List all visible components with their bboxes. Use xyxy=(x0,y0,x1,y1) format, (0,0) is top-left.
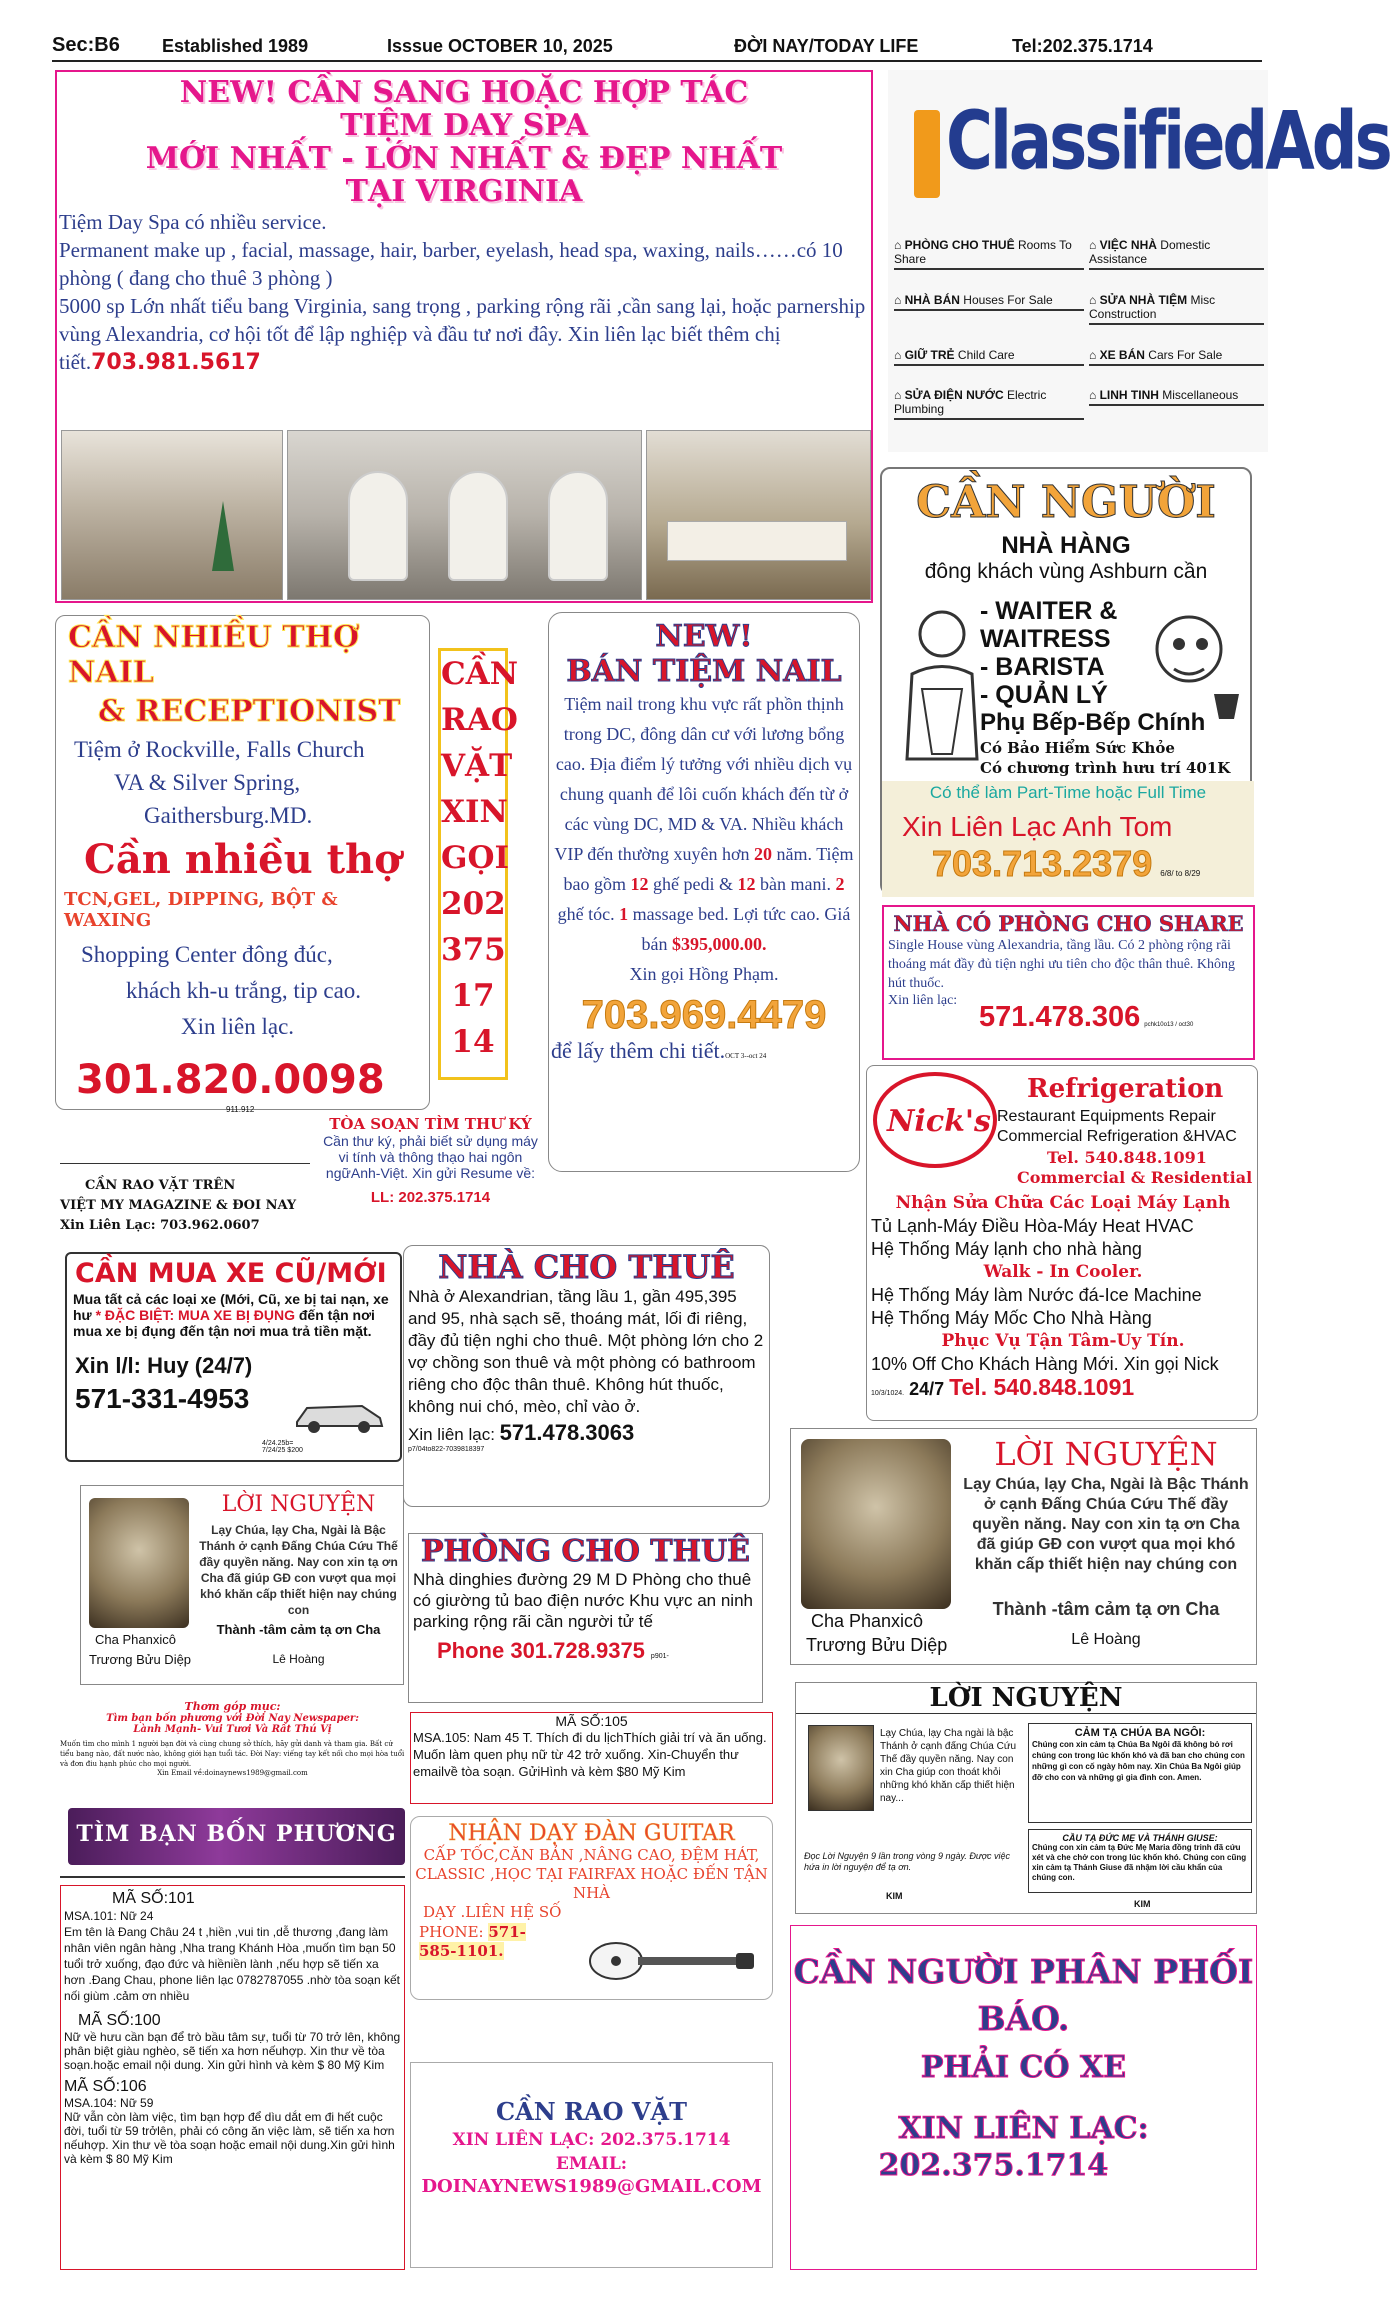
can-nguoi-phone: 703.713.2379 xyxy=(932,843,1153,884)
room-share-ad: NHÀ CÓ PHÒNG CHO SHARE Single House vùng Alexandria, tầng lầu. Có 2 phòng rộng rãi thoáng mát đầy đủ tiện nghi ưu tiên cho độc thân thuê. Không hút thuốc. Xin liên lạc: 571.478.306 pchk10o13 / oct30 xyxy=(882,905,1255,1060)
can-nguoi-footer: Có thể làm Part-Time hoặc Full Time Xin Liên Lạc Anh Tom 703.713.2379 6/8/ to 8/29 xyxy=(882,781,1254,897)
category-domestic[interactable]: ⌂ VIỆC NHÀ Domestic Assistance xyxy=(1089,238,1264,270)
penpal-101: MÃ SỐ:101 MSA.101: Nữ 24 Em tên là Đang Châu 24 t ,hiền ,vui tin ,dễ thương ,đang làm nhân viên ngân hàng ,Nha trang Khánh Hòa ,muốn tìm bạn 50 tuổi trở xuống, đạo đức và hiềniền lành ,nếu hợp sẽ tiến xa hơn .Đang Chau, phone liên lạc 0782787055 .nhờ tòa soạn kết nối giùm .cảm ơn nhiều xyxy=(64,1890,400,2003)
header-tel: Tel:202.375.1714 xyxy=(1012,36,1153,56)
buy-car-ad: CẦN MUA XE CŨ/MỚI Mua tất cả các loại xe (Mới, Cũ, xe bị tai nạn, xe hư * ĐẶC BIỆT: MUA XE BỊ ĐỤNG đến tận nơi mua xe bị đụng đến tận nơi mua trả tiền mặt. Xin l/l: Huy (24/7) 571-331-4953 4/24.25b= 7/24/25 $200 xyxy=(65,1252,402,1462)
category-rooms[interactable]: ⌂ PHÒNG CHO THUÊ Rooms To Share xyxy=(894,238,1084,270)
sell-salon-ad: NEW! BÁN TIỆM NAIL Tiệm nail trong khu vực rất phồn thịnh trong DC, đông dân cư với lương bổng cao. Địa điểm lý tưởng với nhiều dịch vụ chung quanh để lôi cuốn khách đến từ ở các vùng DC, MD & VA. Nhiều khách VIP đến thường xuyên hơn 20 năm. Tiệm bao gồm 12 ghế pedi & 12 bàn mani. 2 ghế tóc. 1 massage bed. Lợi tức cao. Giá bán $395,000.00. Xin gọi Hồng Phạm. 703.969.4479 để lấy thêm chi tiết.OCT 3--oct 24 xyxy=(548,612,860,1172)
guitar-phone: 571-585-1101. xyxy=(419,1923,526,1960)
room-rent-2-phone: Phone 301.728.9375 xyxy=(437,1638,645,1663)
spa-phone: 703.981.5617 xyxy=(91,350,261,375)
refrigeration-ad: Nick's Refrigeration Restaurant Equipments Repair Commercial Refrigeration &HVAC Tel. 540.848.1091 Commercial & Residential Nhận Sửa Chữa Các Loại Máy Lạnh Tủ Lạnh-Máy Điều Hòa-Máy Heat HVAC Hệ Thống Máy lạnh cho nhà hàng Walk - In Cooler. Hệ Thống Máy làm Nước đá-Ice Machine Hệ Thống Máy Mốc Cho Nhà Hàng Phục Vụ Tận Tâm-Uy Tín. 10% Off Cho Khách Hàng Mới. Xin gọi Nick 10/3/1024. 24/7 Tel. 540.848.1091 xyxy=(866,1065,1258,1421)
classified-logo-text: ClassifiedAds xyxy=(946,96,1390,189)
classified-logo xyxy=(920,88,1390,208)
penpal-notice: Thơm góp mục: Tìm bạn bốn phương với Đời Nay Newspaper: Lành Mạnh- Vui Tươi Và Rất Thú Vị Muốn tìm cho mình 1 người bạn đời và cùng chung sở thích, hãy gửi danh và tham gia. Bất cứ tiểu bang nào, đất nước nào, không giới hạn tuổi tác. Đời Nay: viếng tay kết nối cho mọi hòa tuổi và đơn điu hạnh phúc cho mọi người. Xin Email về:doinaynews1989@gmail.com xyxy=(60,1700,405,1777)
rao-vat-magazine: CẦN RAO VẶT TRÊN VIỆT MY MAGAZINE & ĐOI NAY Xin Liên Lạc: 703.962.0607 xyxy=(60,1163,310,1236)
priest-photo-third xyxy=(808,1725,874,1811)
house-icon: ⌂ xyxy=(894,238,905,252)
room-rent-ad-2: PHÒNG CHO THUÊ Nhà dinghies đường 29 M D Phòng cho thuê có giường tủ bao điện nước Khu vực an ninh parking rộng rãi cần người tử tế Phone 301.728.9375 p901- xyxy=(408,1533,763,1703)
house-icon: ⌂ xyxy=(1089,348,1100,362)
house-icon: ⌂ xyxy=(894,388,905,402)
restaurant-hiring-ad: CẦN NGƯỜI NHÀ HÀNG đông khách vùng Ashburn cần - WAITER & WAITRESS - BARISTA - QUẢN LÝ Phụ Bếp-Bếp Chính Có Bảo Hiểm Sức Khỏe Có chương trình hưu trí 401K Có thể làm Part-Time hoặc Full Time Xin Liên Lạc Anh Tom 703.713.2379 6/8/ to 8/29 xyxy=(880,467,1252,895)
spa-photo-2 xyxy=(287,430,642,600)
priest-photo-small xyxy=(89,1498,189,1628)
penpal-100: MÃ SỐ:100 Nữ về hưu cần bạn để trò bầu tâm sự, tuổi từ 70 trở lên, không phân biệt giàu nghèo, sẽ tiến xa hơn nếuhợp. Xin thư về tòa soạn.hoặc email nội dung. Xin gửi hình và kèm $ 80 Mỹ Kim xyxy=(64,2012,401,2072)
refrigeration-phone: Tel. 540.848.1091 xyxy=(949,1374,1135,1400)
spa-photo-1 xyxy=(61,430,283,600)
nicks-logo xyxy=(873,1072,997,1168)
penpal-list xyxy=(60,1885,405,2270)
classified-ads-panel xyxy=(888,70,1390,452)
prayer-third-box-2: CẦU TẠ ĐỨC MẸ VÀ THÁNH GIUSE: Chúng con xin cảm tạ Đức Mẹ Maria đồng trinh đã cứu xét và che chở con trong lúc khốn khó. Chúng con cũng xin cảm tạ Thánh Giuse đã nhậm lời cầu khẩn của chúng con. xyxy=(1028,1829,1252,1893)
category-houses[interactable]: ⌂ NHÀ BÁN Houses For Sale xyxy=(894,293,1084,311)
nicks-logo-text: Nick's xyxy=(887,1104,991,1139)
category-electric[interactable]: ⌂ SỬA ĐIỆN NƯỚC Electric Plumbing xyxy=(894,388,1084,420)
page-header xyxy=(52,32,1262,62)
prayer-third-ad: LỜI NGUYỆN Lạy Chúa, lạy Cha ngài là bậc Thánh ở cạnh đấng Chúa Cứu Thế đầy quyền năng. Nay con xin Cha giúp con thoát khỏi những khó khăn cấp thiết hiện nay... Đọc Lời Nguyện 9 lần trong vòng 9 ngày. Được việc hứa in lời nguyện để tạ ơn. KIM CẢM TẠ CHÚA BA NGÔI: Chúng con xin cảm tạ Chúa Ba Ngôi đã không bỏ rơi chúng con trong lúc khốn khó và đã ban cho chúng con những gì con cố ngày hôm nay. Xin Chúa Ba Ngôi giúp đỡ cho con và những gì gia đình con. Amen. CẦU TẠ ĐỨC MẸ VÀ THÁNH GIUSE: Chúng con xin cảm tạ Đức Mẹ Maria đồng trinh đã cứu xét và che chở con trong lúc khốn khó. Chúng con cũng xin cảm tạ Thánh Giuse đã nhậm lời cầu khẩn của chúng con. KIM xyxy=(795,1682,1257,1914)
house-icon: ⌂ xyxy=(1089,388,1100,402)
paper-name: ĐỜI NAY/TODAY LIFE xyxy=(734,36,919,56)
house-rent-ad: NHÀ CHO THUÊ Nhà ở Alexandrian, tầng lầu 1, gần 495,395 and 95, nhà sạch sẽ, thoáng mát, lối đi riêng, đầy đủ tiện nghi cho thuê. Một phòng lớn cho 2 vợ chồng son thuê và một phòng có bathroom riêng cho độc thân thuê. Không hút thuốc, không nui chó, mèo, chỉ vào ở. Xin liên lạc: 571.478.3063 p7/04to822-7039818397 xyxy=(403,1245,770,1507)
guitar-ad: NHẬN DẠY ĐÀN GUITAR CẤP TỐC,CĂN BẢN ,NÂNG CAO, ĐỆM HÁT, CLASSIC ,HỌC TẠI FAIRFAX HOẶC ĐẾN TẬN NHÀ DẠY .LIÊN HỆ SỐ PHONE: 571-585-1101. xyxy=(410,1816,773,2000)
category-misc[interactable]: ⌂ LINH TINH Miscellaneous xyxy=(1089,388,1264,406)
divider-line xyxy=(60,1876,405,1878)
house-icon: ⌂ xyxy=(1089,238,1100,252)
distributor-ad: CẦN NGƯỜI PHÂN PHỐI BÁO. PHẢI CÓ XE XIN LIÊN LẠC: 202.375.1714 xyxy=(790,1925,1257,2270)
category-cars[interactable]: ⌂ XE BÁN Cars For Sale xyxy=(1089,348,1264,366)
car-icon xyxy=(292,1394,387,1434)
spa-photo-3 xyxy=(646,430,871,600)
house-icon: ⌂ xyxy=(894,348,905,362)
positions-list: - WAITER & WAITRESS - BARISTA - QUẢN LÝ xyxy=(980,597,1118,709)
sell-salon-body: Tiệm nail trong khu vực rất phồn thịnh trong DC, đông dân cư với lương bổng cao. Địa điểm lý tưởng với nhiều dịch vụ chung quanh để lôi cuốn khách đến từ ở các vùng DC, MD & VA. Nhiều khách VIP đến thường xuyên hơn 20 năm. Tiệm bao gồm 12 ghế pedi & 12 bàn mani. 2 ghế tóc. 1 massage bed. Lợi tức cao. Giá bán $395,000.00. Xin gọi Hồng Phạm. xyxy=(554,694,854,984)
section-label: Sec:B6 xyxy=(52,34,120,56)
buy-car-phone: 571-331-4953 xyxy=(75,1383,250,1414)
megaphone-icon xyxy=(914,110,940,198)
penpal-105: MÃ SỐ:105 MSA.105: Nam 45 T. Thích đi du lịchThích giải trí và ăn uống. Muốn làm quen phụ nữ từ 42 trở xuống. Xin-Chuyển thư emailvề tòa soạn. GửiHình và kèm $80 Mỹ Kim xyxy=(410,1712,773,1804)
nail-workers-phone: 301.820.0098 xyxy=(76,1057,385,1103)
sell-salon-phone: 703.969.4479 xyxy=(581,993,827,1037)
house-rent-phone: 571.478.3063 xyxy=(499,1420,635,1445)
spa-ad xyxy=(55,70,873,603)
can-nguoi-title: CẦN NGƯỜI xyxy=(916,477,1216,528)
spa-title: NEW! CẦN SANG HOẶC HỢP TÁC TIỆM DAY SPA MỚI NHẤT - LỚN NHẤT & ĐẸP NHẤT TẠI VIRGINIA xyxy=(145,75,783,209)
can-rao-vat-column: CẦN RAO VẶT XIN GỌI 202 375 17 14 xyxy=(438,648,508,1080)
secretary-hiring-ad: TÒA SOẠN TÌM THƯ KÝ Cần thư ký, phải biết sử dụng máy vi tính và thông thạo hai ngôn ngữAnh-Việt. Xin gửi Resume về: LL: 202.375.1714 xyxy=(318,1115,543,1225)
waiter-illustration-icon xyxy=(892,604,992,764)
category-childcare[interactable]: ⌂ GIỮ TRẺ Child Care xyxy=(894,348,1084,366)
prayer-big-ad: Cha Phanxicô Trương Bửu Diệp LỜI NGUYỆN Lạy Chúa, lạy Cha, Ngài là Bậc Thánh ở cạnh Đấng Chúa Cứu Thế đầy quyền năng. Nay con xin tạ ơn Cha đã giúp GĐ con vượt qua mọi khó khăn cấp thiết hiện nay chúng con Thành -tâm cảm tạ ơn Cha Lê Hoàng xyxy=(790,1428,1257,1665)
penpal-106: MÃ SỐ:106 MSA.104: Nữ 59 Nữ vẫn còn làm việc, tìm bạn hợp để dìu dắt em đi hết cuộc đời, tuổi từ 59 trởlên, phải có công ăn việc làm, sẽ tiến xa hơn nếuhợp. Xin thư về tòa soạn hoặc email nội dung.Xin gửi hình và kèm $ 80 Mỹ Kim xyxy=(64,2078,395,2166)
house-icon: ⌂ xyxy=(894,293,905,307)
guitar-icon xyxy=(586,1935,756,1985)
prayer-third-box-1: CẢM TẠ CHÚA BA NGÔI: Chúng con xin cảm tạ Chúa Ba Ngôi đã không bỏ rơi chúng con trong lúc khốn khó và đã ban cho chúng con những gì con cố ngày hôm nay. Xin Chúa Ba Ngôi giúp đỡ cho con và những gì gia đình con. Amen. xyxy=(1028,1723,1252,1823)
issue-label: Isssue OCTOBER 10, 2025 xyxy=(387,36,613,56)
rao-vat-contact-ad: CẦN RAO VẶT XIN LIÊN LẠC: 202.375.1714 EMAIL: DOINAYNEWS1989@GMAIL.COM xyxy=(410,2062,773,2268)
penpal-banner: TÌM BẠN BỐN PHƯƠNG xyxy=(68,1808,405,1865)
prayer-small-ad: Cha Phanxicô Trương Bửu Diệp LỜI NGUYỆN Lạy Chúa, lạy Cha, Ngài là Bậc Thánh ở cạnh Đấng Chúa Cứu Thế đầy quyền năng. Nay con xin tạ ơn Cha đã giúp GĐ con vượt qua mọi khó khăn cấp thiết hiện nay chúng con Thành -tâm cảm tạ ơn Cha Lê Hoàng xyxy=(80,1485,404,1685)
room-share-phone: 571.478.306 xyxy=(979,1001,1141,1033)
nail-workers-ad: CẦN NHIỀU THỢ NAIL & RECEPTIONIST Tiệm ở Rockville, Falls Church VA & Silver Spring, Gaithersburg.MD. Cần nhiều thợ TCN,GEL, DIPPING, BỘT & WAXING Shopping Center đông đúc, khách kh-u trắng, tip cao. Xin liên lạc. 301.820.0098 911.912 xyxy=(55,615,430,1110)
priest-photo xyxy=(801,1439,951,1609)
spa-body: Tiệm Day Spa có nhiều service. Permanent make up , facial, massage, hair, barber, eyelash, head spa, waxing, nails……có 10 phòng ( đang cho thuê 3 phòng ) 5000 sp Lớn nhất tiểu bang Virginia, sang trọng , parking rộng rãi ,cần sang lại, hoặc parnership vùng Alexandria, cơ hội tốt để lập nghiệp và đầu tư nơi đây. Xin liên lạc biết thêm chị tiết.703.981.5617 xyxy=(59,210,866,375)
house-icon: ⌂ xyxy=(1089,293,1100,307)
category-construction[interactable]: ⌂ SỬA NHÀ TIỆM Misc Construction xyxy=(1089,293,1264,325)
established-label: Established 1989 xyxy=(162,36,309,56)
